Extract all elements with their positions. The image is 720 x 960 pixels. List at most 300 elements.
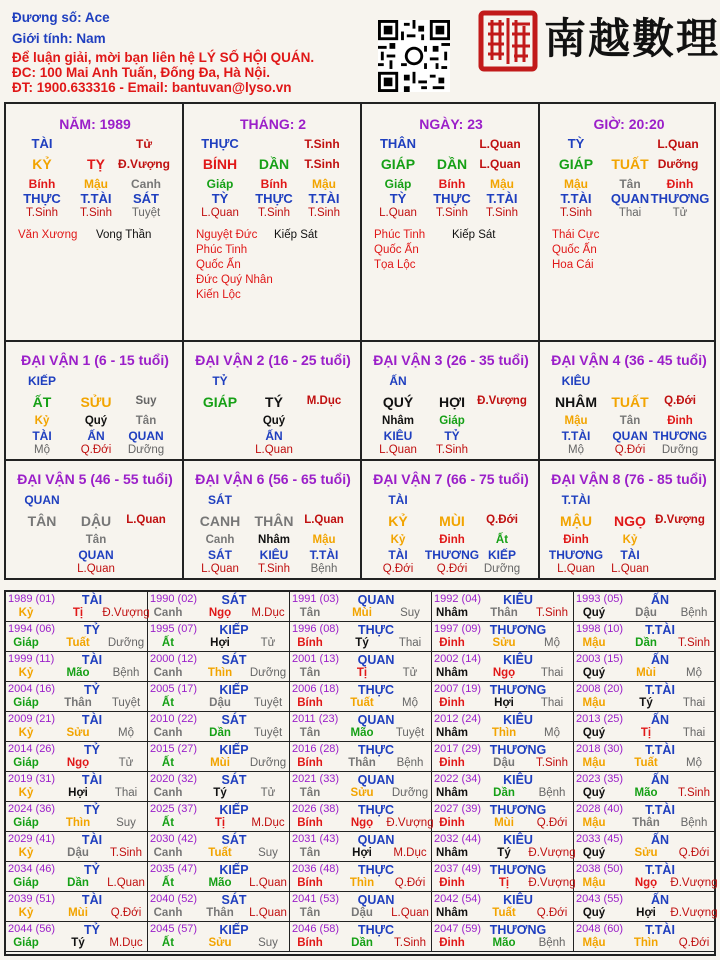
year-cell[interactable] [290, 772, 432, 802]
year-cell[interactable] [432, 622, 574, 652]
hidden-stem: Mậu [564, 177, 588, 191]
year-branch: Tý [71, 937, 85, 949]
year-status: Thai [540, 667, 564, 679]
year-god: TỶ [84, 803, 100, 817]
year-god: ẤN [650, 893, 670, 907]
pillar-stem: GIÁP [558, 156, 594, 172]
pillar-stem: GIÁP [380, 156, 416, 172]
dai-van-cell[interactable] [540, 342, 716, 461]
year-cell[interactable] [432, 862, 574, 892]
year-status: Tuyệt [253, 727, 283, 739]
year-status: Tử [260, 787, 276, 799]
hidden-god: SÁT [133, 191, 159, 206]
year-stem: Đinh [439, 877, 465, 889]
dai-van-title: ĐẠI VẬN 6 (56 - 65 tuổi) [195, 471, 351, 487]
year-branch: Thìn [633, 937, 659, 949]
year-label: 2002 (14) [434, 653, 482, 665]
year-cell[interactable] [290, 802, 432, 832]
year-status: Thai [540, 697, 564, 709]
year-cell[interactable] [574, 712, 714, 742]
hidden-status: Q.Đới [436, 563, 468, 575]
hidden-god: THỰC [433, 191, 471, 206]
year-branch: Dần [209, 727, 231, 739]
header [0, 0, 720, 102]
year-stem: Kỷ [18, 787, 34, 799]
hidden-god: ẤN [265, 429, 283, 443]
year-god: KIÊU [503, 773, 533, 787]
year-status: Suy [258, 937, 278, 949]
year-stem: Quý [582, 787, 606, 799]
hidden-god: QUAN [612, 429, 648, 443]
year-god: QUAN [357, 833, 395, 847]
hidden-status: L.Quan [557, 563, 595, 575]
year-label: 2047 (59) [434, 923, 482, 935]
dai-van-cell[interactable] [6, 461, 184, 578]
year-cell[interactable] [6, 712, 148, 742]
dai-van-god: KIẾP [27, 374, 57, 388]
year-branch: Thân [490, 607, 518, 619]
dai-van-branch: NGỌ [614, 513, 646, 529]
year-status: Q.Đới [678, 937, 710, 949]
year-cell[interactable] [6, 862, 148, 892]
year-stem: Quý [582, 667, 606, 679]
hidden-god: QUAN [128, 429, 164, 443]
pillar-life-stage: T.Sinh [304, 157, 340, 171]
year-stem: Đinh [439, 937, 465, 949]
year-branch: Sửu [634, 847, 658, 859]
hidden-stem: Nhâm [382, 415, 414, 427]
year-label: 2026 (38) [292, 803, 340, 815]
year-label: 2033 (45) [576, 833, 624, 845]
year-stem: Mậu [582, 637, 606, 649]
year-cell[interactable] [574, 652, 714, 682]
hidden-god: T.TÀI [309, 548, 339, 562]
pillar-god-status: Tử [135, 137, 153, 151]
hidden-god: THƯƠNG [652, 429, 708, 443]
gender: Giới tính: Nam [12, 31, 106, 46]
year-god: TỶ [84, 923, 100, 937]
year-cell[interactable] [432, 592, 574, 622]
hidden-stem: Quý [84, 415, 108, 427]
year-god: KIẾP [219, 743, 249, 757]
hidden-status: Dưỡng [661, 444, 699, 456]
hidden-god: TỲ [389, 191, 407, 206]
dai-van-branch: MÙI [439, 513, 465, 529]
hidden-god: T.TÀI [80, 191, 112, 206]
year-stem: Ất [161, 937, 175, 949]
year-branch: Ngọ [492, 667, 516, 679]
year-cell[interactable] [432, 742, 574, 772]
dai-van-status: L.Quan [304, 514, 344, 526]
dai-van-status: Suy [135, 395, 157, 407]
year-branch: Sửu [66, 727, 90, 739]
year-cell[interactable] [148, 922, 290, 952]
year-cell[interactable] [6, 922, 148, 952]
hidden-stem: Mậu [564, 415, 588, 427]
year-god: KIẾP [219, 863, 249, 877]
year-label: 2041 (53) [292, 893, 340, 905]
hidden-status: L.Quan [255, 444, 293, 456]
year-branch: Tý [355, 637, 369, 649]
year-label: 2038 (50) [576, 863, 624, 875]
dai-van-status: Q.Đới [664, 395, 696, 407]
year-cell[interactable] [290, 592, 432, 622]
year-stem: Bính [297, 937, 323, 949]
dai-van-stem: TÂN [27, 513, 57, 529]
year-label: 2017 (29) [434, 743, 482, 755]
year-cell[interactable] [574, 862, 718, 892]
year-branch: Mùi [352, 607, 372, 619]
year-status: Tuyệt [111, 697, 141, 709]
dai-van-stem: QUÝ [382, 394, 414, 410]
year-branch: Mão [350, 727, 374, 739]
year-cell[interactable] [574, 892, 718, 922]
pillar-branch: TUẤT [611, 156, 649, 172]
pillar-god-status: L.Quan [657, 137, 699, 151]
year-status: Bệnh [112, 667, 140, 679]
year-cell[interactable] [6, 652, 148, 682]
year-branch: Tuất [492, 907, 516, 919]
year-cell[interactable] [148, 862, 290, 892]
year-cell[interactable] [290, 742, 432, 772]
year-branch: Tuất [66, 637, 90, 649]
year-label: 2021 (33) [292, 773, 340, 785]
year-status: Đ.Vượng [102, 607, 150, 619]
year-branch: Mão [208, 877, 232, 889]
year-stem: Ất [161, 697, 175, 709]
pillar-cell [362, 104, 540, 342]
pillar-cell [184, 104, 362, 342]
hidden-status: L.Quan [201, 207, 239, 219]
year-cell[interactable] [290, 832, 432, 862]
year-cell[interactable] [6, 682, 148, 712]
year-cell[interactable] [148, 772, 290, 802]
pillar-title: GIỜ: 20:20 [593, 116, 665, 132]
pillar-god: TỲ [567, 136, 585, 151]
pillar-title: THÁNG: 2 [239, 116, 307, 132]
star-auspicious: Đức Quý Nhân [196, 274, 273, 286]
year-god: THƯƠNG [489, 923, 547, 937]
year-stem: Canh [153, 727, 183, 739]
year-cell[interactable] [290, 862, 432, 892]
hidden-god: QUAN [610, 191, 650, 206]
year-cell[interactable] [6, 892, 148, 922]
year-cell[interactable] [432, 922, 574, 952]
dai-van-status: Đ.Vượng [477, 395, 527, 407]
year-cell[interactable] [6, 772, 148, 802]
year-cell[interactable] [290, 652, 432, 682]
year-stem: Kỷ [18, 847, 34, 859]
year-cell[interactable] [148, 652, 290, 682]
year-cell[interactable] [574, 682, 714, 712]
year-status: Mộ [402, 697, 418, 709]
dai-van-branch: THÂN [254, 513, 294, 529]
year-label: 2019 (31) [8, 773, 56, 785]
year-cell[interactable] [432, 802, 574, 832]
year-god: TÀI [81, 593, 103, 607]
star-auspicious: Phúc Tinh [374, 229, 426, 241]
year-cell[interactable] [6, 802, 148, 832]
hidden-god: KIÊU [383, 429, 413, 443]
dai-van-branch: SỬU [80, 394, 112, 410]
pillar-branch: TỴ [87, 156, 105, 172]
year-status: L.Quan [249, 877, 287, 889]
year-stem: Giáp [13, 637, 39, 649]
hidden-status: T.Sinh [486, 207, 518, 219]
year-cell[interactable] [6, 592, 148, 622]
dai-van-cell[interactable] [6, 342, 184, 461]
year-god: THỰC [357, 803, 395, 817]
year-status: Dưỡng [249, 757, 287, 769]
year-label: 2027 (39) [434, 803, 482, 815]
year-god: ẤN [650, 713, 670, 727]
dai-van-cell[interactable] [540, 461, 716, 578]
year-status: Bệnh [680, 607, 708, 619]
year-status: M.Dục [251, 607, 285, 619]
hidden-stem: Bính [438, 177, 466, 191]
year-branch: Mùi [210, 757, 230, 769]
year-stem: Mậu [582, 697, 606, 709]
year-branch: Tuất [208, 847, 232, 859]
hidden-god: T.TÀI [560, 191, 592, 206]
year-status: Suy [116, 817, 136, 829]
pillar-branch: DẦN [436, 156, 468, 172]
year-stem: Ất [161, 817, 175, 829]
dai-van-cell[interactable] [362, 342, 540, 461]
hidden-stem: Đinh [666, 177, 694, 191]
year-cell[interactable] [290, 682, 432, 712]
year-cell[interactable] [432, 682, 574, 712]
year-label: 2010 (22) [150, 713, 198, 725]
hidden-status: Mộ [568, 444, 584, 456]
year-cell[interactable] [148, 682, 290, 712]
year-branch: Thân [206, 907, 234, 919]
year-status: T.Sinh [678, 637, 710, 649]
year-cell[interactable] [432, 832, 574, 862]
year-god: T.TÀI [645, 623, 675, 637]
year-label: 2045 (57) [150, 923, 198, 935]
year-status: Bệnh [396, 757, 424, 769]
year-god: THỰC [357, 683, 395, 697]
year-stem: Canh [153, 847, 183, 859]
qr-code-icon[interactable] [378, 20, 450, 92]
dai-van-branch: TUẤT [611, 394, 649, 410]
year-god: TỶ [84, 683, 100, 697]
year-god: KIÊU [503, 713, 533, 727]
bazi-chart [4, 102, 716, 580]
year-branch: Tị [640, 727, 652, 739]
hidden-status: L.Quan [611, 563, 649, 575]
year-god: THƯƠNG [489, 743, 547, 757]
year-god: SÁT [221, 653, 247, 667]
year-god: TỶ [84, 623, 100, 637]
year-cell[interactable] [432, 772, 574, 802]
hidden-stem: Kỷ [390, 534, 406, 546]
year-cell[interactable] [6, 742, 148, 772]
year-cell[interactable] [290, 622, 432, 652]
year-god: SÁT [221, 713, 247, 727]
year-cell[interactable] [290, 712, 432, 742]
year-status: Mộ [686, 667, 702, 679]
year-cell[interactable] [432, 712, 574, 742]
year-label: 2030 (42) [150, 833, 198, 845]
year-cell[interactable] [148, 892, 290, 922]
year-status: Đ.Vượng [528, 877, 576, 889]
year-branch: Mùi [68, 907, 88, 919]
year-cell[interactable] [574, 832, 714, 862]
year-god: THỰC [357, 623, 395, 637]
year-stem: Đinh [439, 817, 465, 829]
dai-van-stem: ẤT [32, 394, 52, 410]
dai-van-title: ĐẠI VẬN 2 (16 - 25 tuổi) [195, 352, 351, 368]
year-god: THƯƠNG [489, 803, 547, 817]
year-god: TỶ [84, 743, 100, 757]
year-status: Bệnh [538, 787, 566, 799]
star-auspicious: Kiến Lộc [196, 289, 241, 301]
hidden-status: T.Sinh [258, 207, 290, 219]
year-status: Q.Đới [536, 907, 568, 919]
year-cell[interactable] [6, 832, 148, 862]
hidden-god: THỰC [23, 191, 61, 206]
hidden-god: THƯƠNG [548, 548, 604, 562]
dai-van-title: ĐẠI VẬN 8 (76 - 85 tuổi) [551, 471, 707, 487]
hidden-stem: Tân [135, 415, 157, 427]
year-branch: Ngọ [634, 877, 658, 889]
pillar-cell [6, 104, 184, 342]
year-branch: Mùi [636, 667, 656, 679]
year-label: 2004 (16) [8, 683, 56, 695]
year-cell[interactable] [148, 802, 290, 832]
hidden-status: T.Sinh [26, 207, 58, 219]
year-cell[interactable] [148, 592, 290, 622]
year-god: SÁT [221, 773, 247, 787]
year-cell[interactable] [290, 922, 432, 952]
year-branch: Ngọ [66, 757, 90, 769]
hidden-stem: Ất [495, 534, 509, 546]
star-auspicious: Hoa Cái [552, 259, 594, 271]
hidden-status: Q.Đới [614, 444, 646, 456]
year-label: 2048 (60) [576, 923, 624, 935]
dai-van-branch: TÝ [265, 394, 283, 410]
year-branch: Sửu [208, 937, 232, 949]
year-stem: Quý [582, 847, 606, 859]
year-stem: Nhâm [436, 847, 468, 859]
year-status: T.Sinh [536, 757, 568, 769]
year-god: SÁT [221, 833, 247, 847]
year-stem: Tân [299, 607, 321, 619]
hidden-god: KIÊU [259, 548, 289, 562]
year-status: Suy [258, 847, 278, 859]
year-cell[interactable] [574, 772, 714, 802]
dai-van-title: ĐẠI VẬN 3 (26 - 35 tuổi) [373, 352, 529, 368]
year-label: 1991 (03) [292, 593, 340, 605]
year-label: 2009 (21) [8, 713, 56, 725]
year-label: 2034 (46) [8, 863, 56, 875]
year-branch: Hợi [636, 907, 656, 919]
year-label: 2040 (52) [150, 893, 198, 905]
hidden-god: T.TÀI [561, 429, 591, 443]
year-stem: Mậu [582, 937, 606, 949]
hidden-stem: Mậu [490, 177, 514, 191]
year-branch: Mão [492, 937, 516, 949]
year-status: T.Sinh [678, 787, 710, 799]
pillar-branch: DẦN [258, 156, 290, 172]
hidden-stem: Tân [619, 177, 641, 191]
year-status: T.Sinh [394, 937, 426, 949]
year-cell[interactable] [148, 742, 290, 772]
year-cell[interactable] [432, 652, 574, 682]
year-god: QUAN [357, 893, 395, 907]
dai-van-cell[interactable] [184, 342, 362, 461]
year-cell[interactable] [6, 622, 148, 652]
hidden-stem: Mậu [312, 177, 336, 191]
year-stem: Bính [297, 877, 323, 889]
year-branch: Thân [64, 697, 92, 709]
dai-van-god: ẤN [389, 374, 407, 388]
year-status: Bệnh [538, 937, 566, 949]
dai-van-cell[interactable] [184, 461, 362, 578]
year-stem: Mậu [582, 877, 606, 889]
year-cell[interactable] [148, 832, 290, 862]
dai-van-status: L.Quan [126, 514, 166, 526]
hidden-stem: Mậu [84, 177, 108, 191]
year-god: THỰC [357, 743, 395, 757]
year-label: 2018 (30) [576, 743, 624, 755]
year-label: 2000 (12) [150, 653, 198, 665]
year-cell[interactable] [148, 712, 290, 742]
star-inauspicious: Kiếp Sát [274, 229, 318, 241]
year-label: 2001 (13) [292, 653, 340, 665]
pillar-life-stage: Dưỡng [657, 157, 699, 171]
year-status: Dưỡng [391, 787, 429, 799]
year-cell[interactable] [574, 592, 714, 622]
year-stem: Nhâm [436, 907, 468, 919]
hidden-status: Thai [618, 207, 642, 219]
hidden-status: T.Sinh [258, 563, 290, 575]
hidden-status: Q.Đới [80, 444, 112, 456]
year-cell[interactable] [432, 892, 574, 922]
year-stem: Bính [297, 697, 323, 709]
dai-van-cell[interactable] [362, 461, 540, 578]
year-god: T.TÀI [645, 683, 675, 697]
year-god: KIẾP [219, 683, 249, 697]
year-cell[interactable] [574, 742, 714, 772]
year-cell[interactable] [574, 622, 714, 652]
year-status: Tử [402, 667, 418, 679]
year-label: 2015 (27) [150, 743, 198, 755]
year-label: 2020 (32) [150, 773, 198, 785]
hidden-god: THỰC [255, 191, 293, 206]
year-cell[interactable] [290, 892, 432, 922]
hidden-god: SÁT [208, 548, 232, 562]
year-branch: Tị [498, 877, 510, 889]
year-label: 2012 (24) [434, 713, 482, 725]
year-branch: Hợi [210, 637, 230, 649]
year-cell[interactable] [574, 922, 714, 952]
hidden-god: T.TÀI [308, 191, 340, 206]
year-label: 2008 (20) [576, 683, 624, 695]
year-cell[interactable] [574, 802, 714, 832]
dai-van-status: M.Dục [306, 395, 342, 407]
year-stem: Ất [161, 877, 175, 889]
year-god: THƯƠNG [489, 863, 547, 877]
hidden-stem: Giáp [206, 177, 234, 191]
year-cell[interactable] [148, 622, 290, 652]
phone-email: ĐT: 1900.633316 - Email: bantuvan@lyso.vn [12, 80, 292, 95]
dai-van-god: TÀI [388, 493, 408, 507]
dai-van-god: SÁT [208, 493, 232, 507]
year-stem: Quý [582, 727, 606, 739]
